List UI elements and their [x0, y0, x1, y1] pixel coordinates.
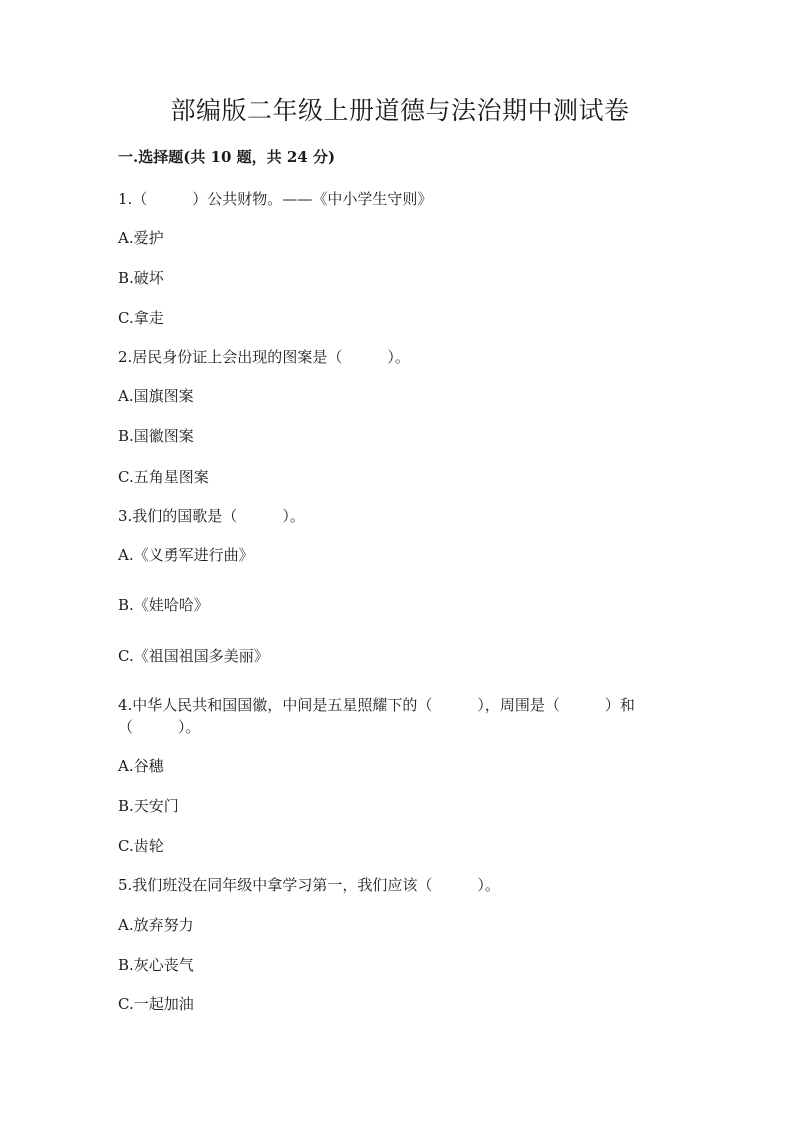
question-1-stem: 1.（ ）公共财物。——《中小学生守则》 [118, 190, 433, 208]
question-5-option-a: A.放弃努力 [118, 916, 194, 934]
question-4-option-a: A.谷穗 [118, 757, 164, 775]
question-4-stem-line-1: 4.中华人民共和国国徽，中间是五星照耀下的（ ），周围是（ ）和 [118, 696, 635, 714]
question-3-stem: 3.我们的国歌是（ ）。 [118, 507, 305, 525]
question-1-option-c: C.拿走 [118, 309, 164, 327]
page-title: 部编版二年级上册道德与法治期中测试卷 [170, 96, 630, 125]
question-1-option-a: A.爱护 [118, 229, 164, 247]
question-4-option-c: C.齿轮 [118, 837, 164, 855]
question-3-option-b: B.《娃哈哈》 [118, 596, 209, 614]
section-heading: 一.选择题(共 10 题，共 24 分) [118, 148, 336, 166]
question-5-stem: 5.我们班没在同年级中拿学习第一，我们应该（ ）。 [118, 876, 500, 894]
question-4-stem-line-2: （ ）。 [118, 718, 201, 736]
question-5-option-b: B.灰心丧气 [118, 956, 194, 974]
question-5-option-c: C.一起加油 [118, 995, 194, 1013]
question-1-option-b: B.破坏 [118, 269, 164, 287]
question-3-option-c: C.《祖国祖国多美丽》 [118, 647, 269, 665]
question-2-option-a: A.国旗图案 [118, 387, 194, 405]
question-2-option-b: B.国徽图案 [118, 427, 194, 445]
question-3-option-a: A.《义勇军进行曲》 [118, 546, 254, 564]
question-2-option-c: C.五角星图案 [118, 468, 209, 486]
question-2-stem: 2.居民身份证上会出现的图案是（ ）。 [118, 348, 410, 366]
question-4-option-b: B.天安门 [118, 797, 179, 815]
